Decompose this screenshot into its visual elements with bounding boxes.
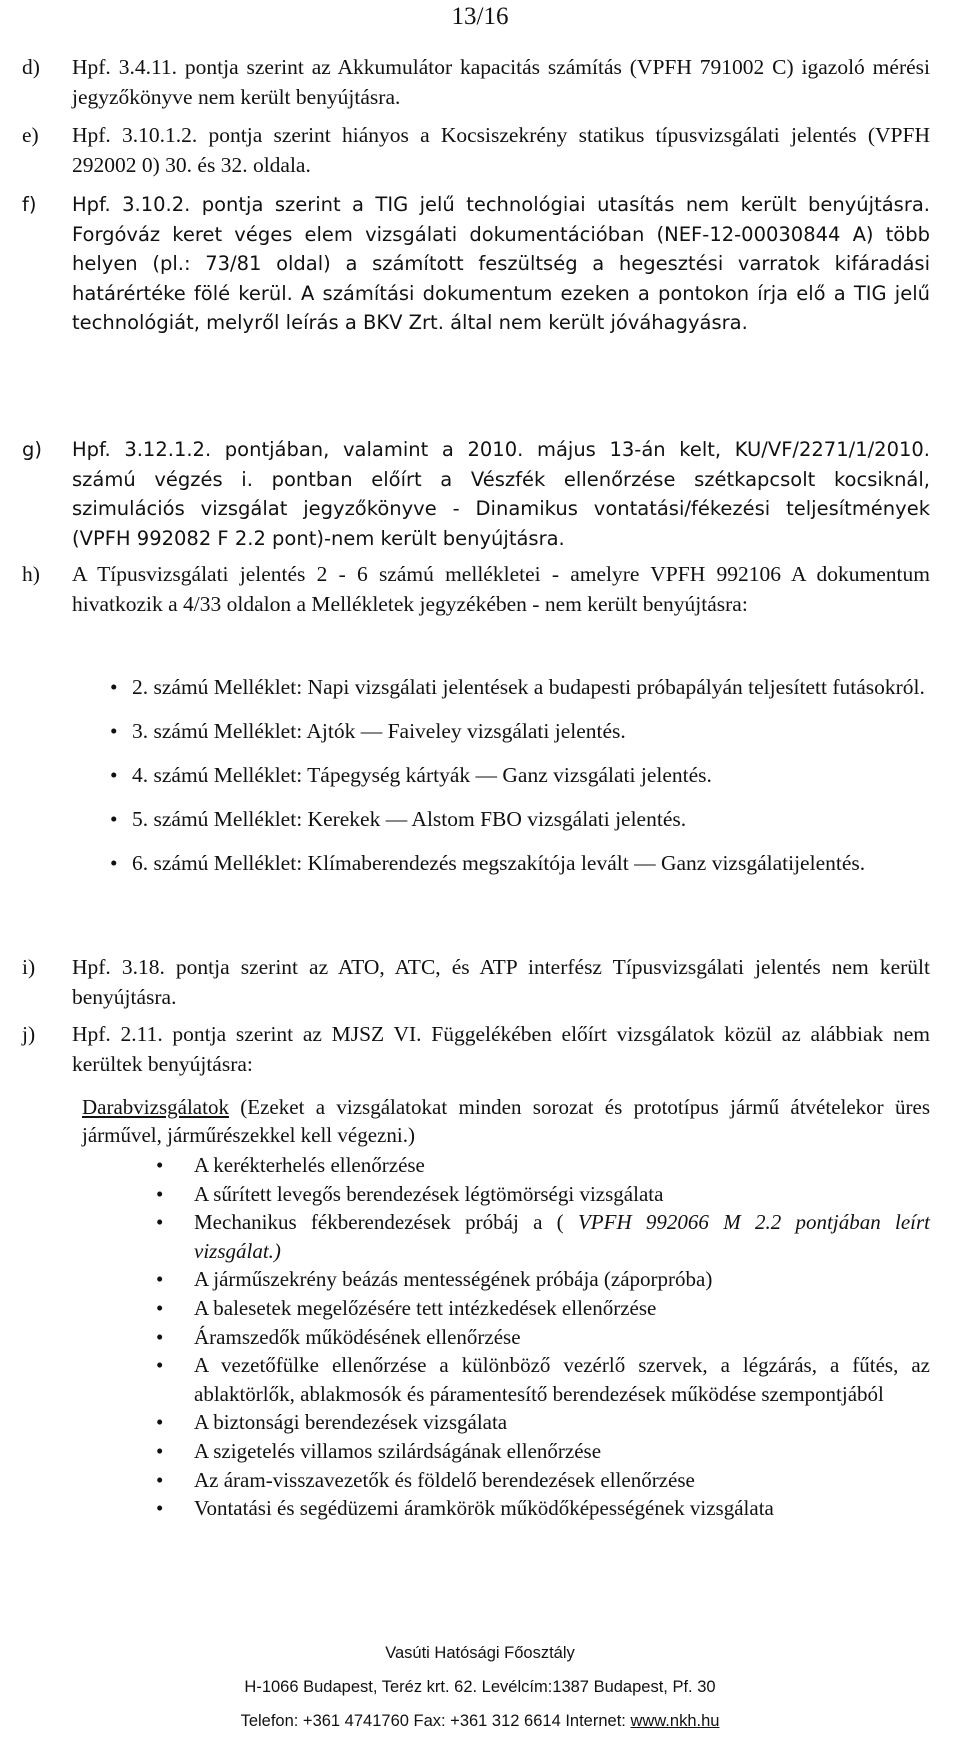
- item-label: g): [22, 438, 42, 461]
- annex-item: • 3. számú Melléklet: Ajtók — Faiveley vizsgálati jelentés.: [110, 717, 930, 746]
- page-number: 13/16: [451, 3, 509, 30]
- tests-heading-title: Darabvizsgálatok: [82, 1095, 229, 1119]
- bullet: •: [156, 1181, 164, 1206]
- test-item: • A szigetelés villamos szilárdságának ellenőrzése: [82, 1437, 930, 1466]
- bullet: •: [156, 1324, 164, 1349]
- bullet: •: [156, 1267, 164, 1292]
- test-item: • Mechanikus fékberendezések próbáj a ( VPFH 992066 M 2.2 pontjában leírt vizsgálat.): [156, 1210, 931, 1263]
- test-item: • A kerékterhelés ellenőrzése: [82, 1151, 930, 1180]
- item-g: [22, 435, 930, 553]
- item-label: e): [22, 123, 39, 147]
- bullet: •: [156, 1438, 164, 1463]
- annex-item: • 4. számú Melléklet: Tápegység kártyák — Ganz vizsgálati jelentés.: [110, 761, 930, 790]
- bullet: •: [156, 1496, 164, 1521]
- footer-contact-text: Telefon: +361 4741760 Fax: +361 312 6614 Internet:: [240, 1712, 631, 1730]
- bullet: •: [110, 807, 118, 831]
- bullet: •: [156, 1295, 164, 1320]
- bullet: •: [156, 1410, 164, 1435]
- footer-contact: [0, 1704, 960, 1738]
- test-item: • A sűrített levegős berendezések légtömörségi vizsgálata: [82, 1180, 930, 1209]
- bullet: •: [156, 1210, 164, 1235]
- item-label: d): [22, 55, 40, 79]
- bullet: •: [156, 1467, 164, 1492]
- page-footer: [0, 1636, 960, 1738]
- item-j: [22, 1020, 930, 1079]
- item-f: [22, 190, 930, 338]
- item-label: j): [22, 1022, 36, 1046]
- bullet: •: [110, 719, 118, 743]
- item-d: [22, 53, 930, 112]
- annex-list: [110, 673, 930, 893]
- item-e: [22, 121, 930, 180]
- item-text: Hpf. 3.18. pontja szerint az ATO, ATC, és ATP interfész Típusvizsgálati jelentés nem került benyújtásra.: [72, 955, 930, 1009]
- footer-website-link[interactable]: www.nkh.hu: [630, 1712, 720, 1730]
- tests-heading: [82, 1093, 930, 1149]
- test-item: • Az áram-visszavezetők és földelő berendezések ellenőrzése: [82, 1466, 930, 1495]
- footer-address: H-1066 Budapest, Teréz krt. 62. Levélcím:1387 Budapest, Pf. 30: [244, 1678, 716, 1696]
- test-item: • A biztonsági berendezések vizsgálata: [82, 1408, 930, 1437]
- tests-heading-note: (Ezeket a vizsgálatokat minden sorozat és prototípus jármű átvételekor üres járművel, járműrészekkel kell végezni.): [82, 1095, 930, 1147]
- item-text: Hpf. 3.10.2. pontja szerint a TIG jelű technológiai utasítás nem került benyújtásra. Forgóváz keret véges elem vizsgálati dokumentációban (NEF-12-00030844 A) több helyen (pl.: 73/81 oldal) a számított feszültség a hegesztési varratok kifáradási határértéke fölé kerül. A számítási dokumentum ezeken a pontokon írja elő a TIG jelű technológiát, melyről leírás a BKV Zrt. által nem került jóváhagyásra.: [72, 193, 930, 334]
- item-h: [22, 560, 930, 619]
- item-text: Hpf. 3.4.11. pontja szerint az Akkumulátor kapacitás számítás (VPFH 791002 C) igazoló mérési jegyzőkönyve nem került benyújtásra.: [72, 55, 930, 109]
- tests-section: [82, 1093, 930, 1523]
- item-text: Hpf. 3.10.1.2. pontja szerint hiányos a Kocsiszekrény statikus típusvizsgálati jelentés (VPFH 292002 0) 30. és 32. oldala.: [72, 123, 930, 177]
- test-item-italic-ref: VPFH 992066 M 2.2 pontjában leírt vizsgálat.): [194, 1210, 931, 1263]
- annex-item: • 5. számú Melléklet: Kerekek — Alstom FBO vizsgálati jelentés.: [110, 805, 930, 834]
- item-label: i): [22, 955, 36, 979]
- annex-item: • 6. számú Melléklet: Klímaberendezés megszakítója levált — Ganz vizsgálatijelentés.: [110, 849, 930, 878]
- bullet: •: [110, 851, 118, 875]
- item-label: f): [22, 193, 37, 216]
- test-item: • A balesetek megelőzésére tett intézkedések ellenőrzése: [82, 1294, 930, 1323]
- item-text: A Típusvizsgálati jelentés 2 - 6 számú mellékletei - amelyre VPFH 992106 A dokumentum hivatkozik a 4/33 oldalon a Mellékletek jegyzékében - nem került benyújtásra:: [72, 562, 930, 616]
- item-label: h): [22, 562, 40, 586]
- item-text: Hpf. 2.11. pontja szerint az MJSZ VI. Függelékében előírt vizsgálatok közül az alábbiak nem kerültek benyújtásra:: [72, 1022, 930, 1076]
- bullet: •: [110, 763, 118, 787]
- annex-item: • 2. számú Melléklet: Napi vizsgálati jelentések a budapesti próbapályán teljesített futásokról.: [110, 673, 930, 702]
- test-item: • Vontatási és segédüzemi áramkörök működőképességének vizsgálata: [82, 1494, 930, 1523]
- footer-org: Vasúti Hatósági Főosztály: [385, 1644, 575, 1662]
- test-item: • Áramszedők működésének ellenőrzése: [82, 1323, 930, 1352]
- item-text: Hpf. 3.12.1.2. pontjában, valamint a 2010. május 13-án kelt, KU/VF/2271/1/2010. számú végzés i. pontban előírt a Vészfék ellenőrzése szétkapcsolt kocsiknál, szimulációs vizsgálat jegyzőkönyve - Dinamikus vontatási/fékezési teljesítmények (VPFH 992082 F 2.2 pont)-nem került benyújtásra.: [72, 438, 930, 550]
- tests-list: [82, 1151, 930, 1523]
- item-i: [22, 953, 930, 1012]
- bullet: •: [156, 1153, 164, 1177]
- bullet: •: [156, 1353, 164, 1378]
- bullet: •: [110, 675, 118, 699]
- test-item: • A vezetőfülke ellenőrzése a különböző vezérlő szervek, a légzárás, a fűtés, az ablaktörlők, ablakmosók és páramentesítő berendezések működése szempontjából: [156, 1353, 930, 1406]
- test-item: • A járműszekrény beázás mentességének próbája (záporpróba): [82, 1265, 930, 1294]
